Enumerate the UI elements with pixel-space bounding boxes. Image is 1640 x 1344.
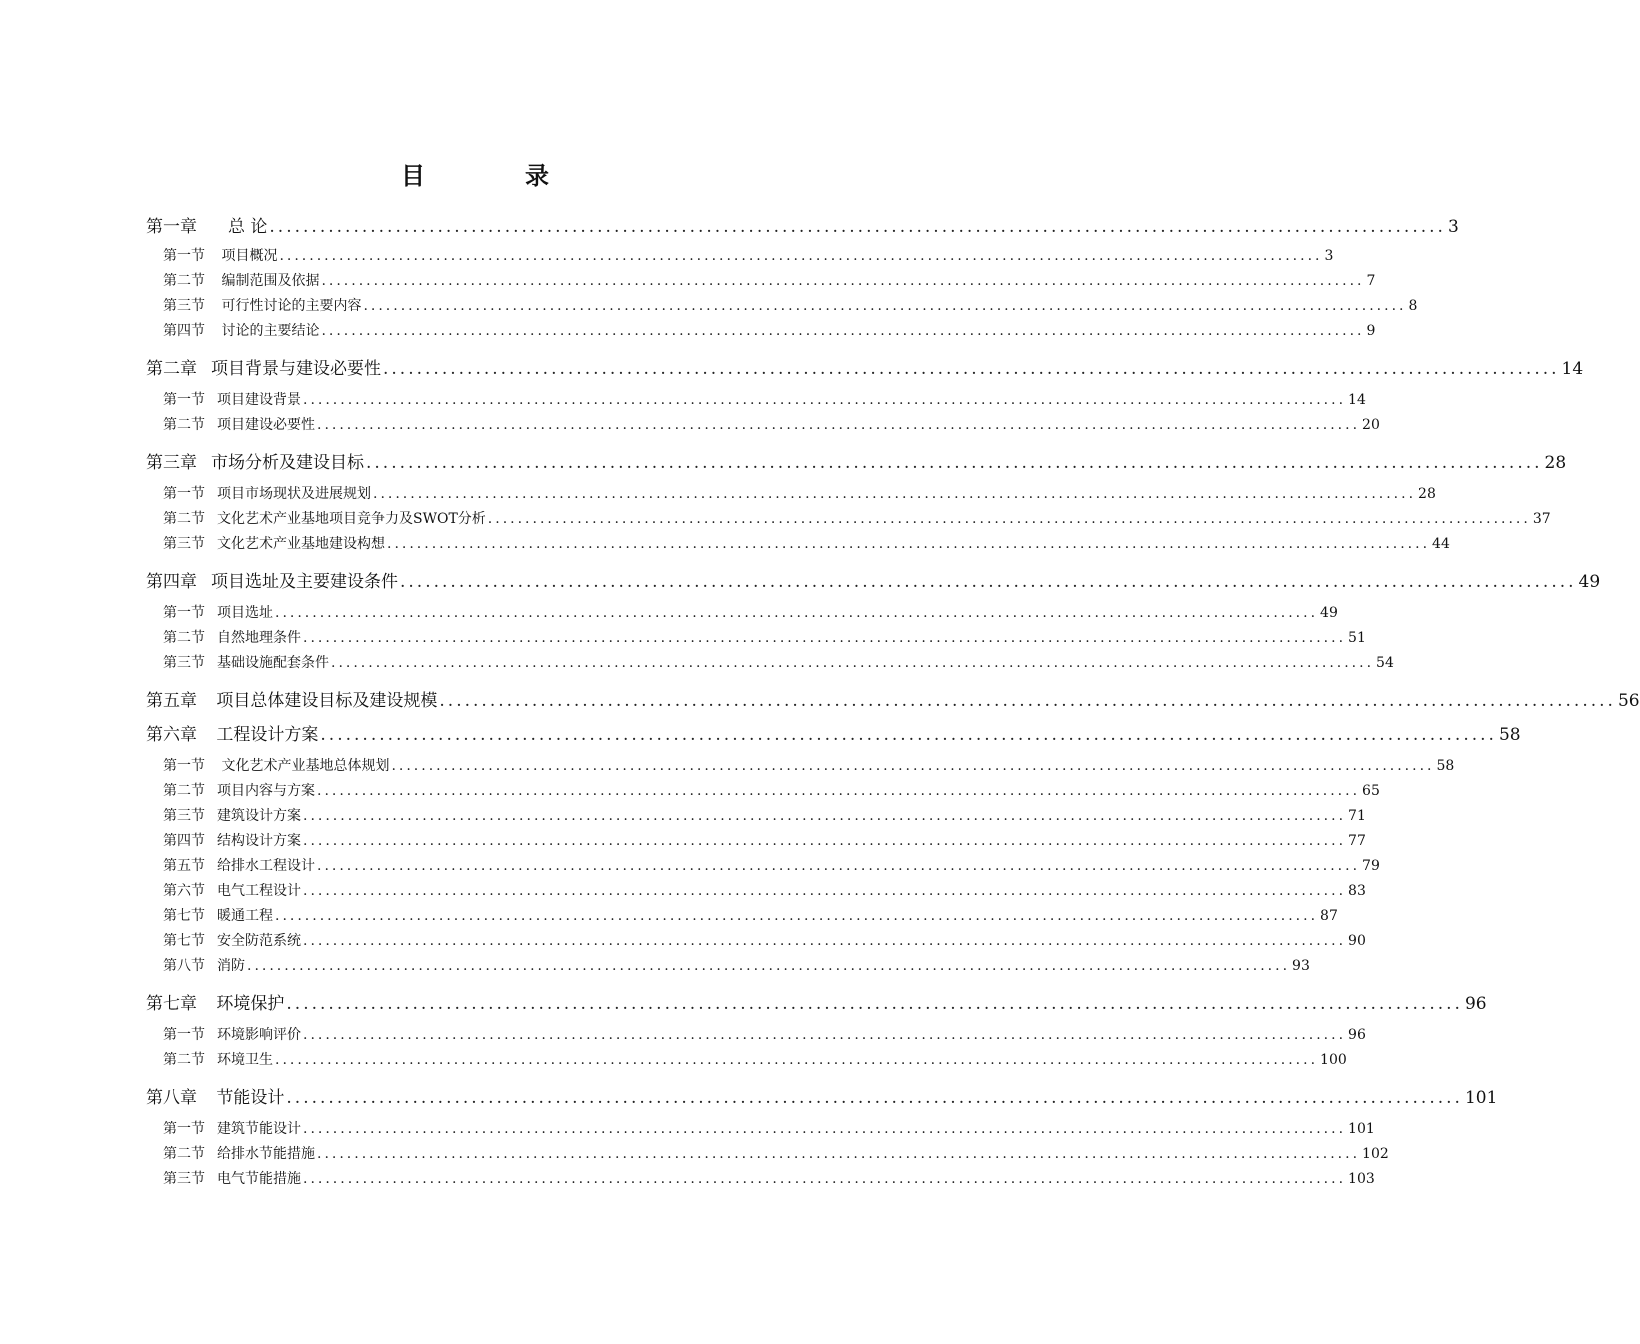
section-title: 文化艺术产业基地项目竞争力及SWOT分析 [217,511,486,527]
dot-leader: ............................................................................................................................................ [320,725,1497,745]
chapter-number: 第六章 [146,725,197,745]
chapter-title: 环境保护 [211,994,285,1014]
page-number: 90 [1348,933,1366,949]
section-number: 第六节 [163,883,205,899]
section-number: 第三节 [163,536,205,552]
dot-leader: ............................................................................................................................................ [317,783,1361,799]
page-number: 8 [1408,298,1418,314]
section-title: 文化艺术产业基地总体规划 [217,758,390,774]
toc-entry-label [163,1049,273,1069]
page-number: 28 [1418,486,1436,502]
section-title: 建筑节能设计 [217,1121,301,1137]
toc-entry-label [146,686,437,711]
section-number: 第二节 [163,511,205,527]
toc-entry-label [163,508,486,528]
chapter-number: 第三章 [146,453,197,473]
page-number: 102 [1362,1146,1389,1162]
toc-section-entry[interactable] [146,533,1450,553]
section-number: 第二节 [163,417,205,433]
page-number: 3 [1447,217,1459,237]
dot-leader: ............................................................................................................................................ [275,908,1319,924]
page-number: 14 [1348,392,1366,408]
dot-leader: ............................................................................................................................................ [303,1027,1347,1043]
toc-chapter-entry[interactable] [146,448,1567,473]
dot-leader: ............................................................................................................................................ [275,1052,1319,1068]
toc-entry-label [163,245,277,265]
chapter-title: 总 论 [211,217,268,237]
section-title: 项目建设背景 [217,392,301,408]
section-number: 第二节 [163,783,205,799]
section-title: 结构设计方案 [217,833,301,849]
section-title: 给排水节能措施 [217,1146,315,1162]
page-number: 37 [1532,511,1551,527]
dot-leader: ............................................................................................................................................ [391,758,1435,774]
toc-entry-label [163,805,301,825]
toc-entry-label [163,930,301,950]
toc-chapter-entry[interactable] [146,686,1640,711]
page-number: 51 [1348,630,1366,646]
page-number: 83 [1348,883,1366,899]
toc-section-entry[interactable] [146,483,1436,503]
toc-chapter-entry[interactable] [146,567,1601,592]
section-title: 项目选址 [217,605,273,621]
toc-entry-label [146,354,381,379]
dot-leader: ............................................................................................................................................ [321,323,1365,339]
section-title: 环境卫生 [217,1052,273,1068]
toc-entry-label [163,627,301,647]
section-title: 安全防范系统 [217,933,301,949]
page-number: 103 [1348,1171,1375,1187]
toc-entry-label [163,1143,315,1163]
section-title: 项目内容与方案 [217,783,315,799]
page-number: 49 [1578,572,1601,592]
section-number: 第三节 [163,298,205,314]
toc-section-entry[interactable] [146,389,1366,409]
dot-leader: ............................................................................................................................................ [303,392,1347,408]
section-number: 第一节 [163,392,205,408]
toc-entry-label [163,1024,301,1044]
dot-leader: ............................................................................................................................................ [317,417,1361,433]
toc-section-entry[interactable] [146,880,1366,900]
toc-section-entry[interactable] [146,1049,1347,1069]
toc-section-entry[interactable] [146,855,1380,875]
section-number: 第一节 [163,605,205,621]
section-title: 编制范围及依据 [217,273,320,289]
dot-leader: ............................................................................................................................................ [247,958,1291,974]
toc-section-entry[interactable] [146,414,1380,434]
toc-entry-label [163,295,361,315]
section-title: 可行性讨论的主要内容 [217,298,362,314]
dot-leader: ............................................................................................................................................ [373,486,1417,502]
page-number: 9 [1366,323,1376,339]
chapter-title: 节能设计 [211,1088,285,1108]
section-number: 第八节 [163,958,205,974]
section-number: 第一节 [163,486,205,502]
section-number: 第四节 [163,833,205,849]
dot-leader: ............................................................................................................................................ [487,511,1531,527]
toc-section-entry[interactable] [146,1143,1389,1163]
toc-entry-label [163,830,301,850]
chapter-number: 第一章 [146,217,197,237]
section-title: 环境影响评价 [217,1027,301,1043]
toc-entry-label [163,320,319,340]
section-number: 第四节 [163,323,205,339]
section-title: 给排水工程设计 [217,858,315,874]
toc-section-entry[interactable] [146,930,1366,950]
dot-leader: ............................................................................................................................................ [383,359,1560,379]
dot-leader: ............................................................................................................................................ [303,630,1347,646]
toc-section-entry[interactable] [146,755,1455,775]
chapter-title: 工程设计方案 [211,725,319,745]
section-number: 第二节 [163,630,205,646]
toc-entry-label [163,270,319,290]
section-title: 基础设施配套条件 [217,655,329,671]
page-number: 54 [1376,655,1394,671]
section-number: 第三节 [163,808,205,824]
dot-leader: ............................................................................................................................................ [286,1088,1463,1108]
section-title: 项目建设必要性 [217,417,315,433]
toc-section-entry[interactable] [146,245,1334,265]
dot-leader: ............................................................................................................................................ [317,858,1361,874]
dot-leader: ............................................................................................................................................ [303,1171,1347,1187]
section-title: 文化艺术产业基地建设构想 [217,536,385,552]
section-title: 建筑设计方案 [217,808,301,824]
toc-entry-label [163,602,273,622]
dot-leader: ............................................................................................................................................ [275,605,1319,621]
page-number: 77 [1348,833,1366,849]
toc-entry-label [146,989,284,1014]
section-title: 消防 [217,958,245,974]
page-number: 101 [1464,1088,1498,1108]
page-number: 58 [1436,758,1455,774]
page-number: 96 [1348,1027,1366,1043]
toc-entry-label [163,414,315,434]
chapter-number: 第四章 [146,572,197,592]
dot-leader: ............................................................................................................................................ [439,691,1616,711]
page-number: 3 [1324,248,1334,264]
toc-entry-label [163,955,245,975]
page-number: 65 [1362,783,1380,799]
section-title: 项目概况 [217,248,278,264]
toc-section-entry[interactable] [146,508,1551,528]
toc-entry-label [146,448,364,473]
dot-leader: ............................................................................................................................................ [286,994,1463,1014]
page-number: 87 [1320,908,1338,924]
dot-leader: ............................................................................................................................................ [363,298,1407,314]
toc-section-entry[interactable] [146,295,1418,315]
toc-entry-label [146,567,398,592]
chapter-number: 第八章 [146,1088,197,1108]
toc-section-entry[interactable] [146,602,1338,622]
toc-entry-label [146,1083,284,1108]
toc-section-entry[interactable] [146,905,1338,925]
toc-entry-label [146,720,318,745]
dot-leader: ............................................................................................................................................ [321,273,1365,289]
toc-section-entry[interactable] [146,1118,1375,1138]
page-number: 56 [1617,691,1640,711]
section-title: 电气工程设计 [217,883,301,899]
page-number: 20 [1362,417,1380,433]
dot-leader: ............................................................................................................................................ [387,536,1431,552]
page-number: 96 [1464,994,1487,1014]
page-number: 100 [1320,1052,1347,1068]
toc-chapter-entry[interactable] [146,1083,1498,1108]
toc-entry-label [146,212,267,237]
toc-section-entry[interactable] [146,1168,1375,1188]
section-number: 第一节 [163,758,205,774]
chapter-title: 市场分析及建设目标 [211,453,364,473]
page-number: 93 [1292,958,1310,974]
section-number: 第五节 [163,858,205,874]
chapter-number: 第七章 [146,994,197,1014]
dot-leader: ............................................................................................................................................ [303,933,1347,949]
page-title: 目 录 [401,161,587,190]
chapter-number: 第二章 [146,359,197,379]
chapter-title: 项目选址及主要建设条件 [211,572,398,592]
toc-section-entry[interactable] [146,1024,1366,1044]
dot-leader: ............................................................................................................................................ [303,1121,1347,1137]
toc-entry-label [163,1118,301,1138]
page-number: 71 [1348,808,1366,824]
dot-leader: ............................................................................................................................................ [303,833,1347,849]
page-number: 58 [1498,725,1521,745]
section-title: 电气节能措施 [217,1171,301,1187]
toc-entry-label [163,880,301,900]
page-number: 79 [1362,858,1380,874]
toc-section-entry[interactable] [146,955,1310,975]
toc-section-entry[interactable] [146,652,1394,672]
toc-entry-label [163,483,371,503]
dot-leader: ............................................................................................................................................ [317,1146,1361,1162]
toc-section-entry[interactable] [146,627,1366,647]
section-title: 项目市场现状及进展规划 [217,486,371,502]
chapter-title: 项目背景与建设必要性 [211,359,381,379]
page-number: 7 [1366,273,1376,289]
toc-section-entry[interactable] [146,270,1376,290]
dot-leader: ............................................................................................................................................ [331,655,1375,671]
section-number: 第七节 [163,933,205,949]
section-number: 第七节 [163,908,205,924]
section-title: 讨论的主要结论 [217,323,320,339]
section-number: 第三节 [163,1171,205,1187]
toc-section-entry[interactable] [146,780,1380,800]
page-number: 44 [1432,536,1450,552]
section-number: 第一节 [163,248,205,264]
dot-leader: ............................................................................................................................................ [400,572,1577,592]
dot-leader: ............................................................................................................................................ [303,808,1347,824]
toc-entry-label [163,533,385,553]
section-title: 暖通工程 [217,908,273,924]
toc-entry-label [163,652,329,672]
section-number: 第一节 [163,1121,205,1137]
toc-entry-label [163,855,315,875]
toc-entry-label [163,1168,301,1188]
toc-section-entry[interactable] [146,320,1376,340]
section-number: 第二节 [163,273,205,289]
toc-section-entry[interactable] [146,805,1366,825]
toc-chapter-entry[interactable] [146,989,1487,1014]
dot-leader: ............................................................................................................................................ [366,453,1543,473]
chapter-number: 第五章 [146,691,197,711]
chapter-title: 项目总体建设目标及建设规模 [211,691,438,711]
dot-leader: ............................................................................................................................................ [269,217,1446,237]
toc-chapter-entry[interactable] [146,212,1459,237]
toc-entry-label [163,755,389,775]
section-number: 第二节 [163,1052,205,1068]
section-title: 自然地理条件 [217,630,301,646]
section-number: 第一节 [163,1027,205,1043]
toc-section-entry[interactable] [146,830,1366,850]
toc-entry-label [163,780,315,800]
dot-leader: ............................................................................................................................................ [279,248,1323,264]
section-number: 第三节 [163,655,205,671]
page-number: 14 [1561,359,1584,379]
page-number: 49 [1320,605,1338,621]
toc-chapter-entry[interactable] [146,720,1521,745]
section-number: 第二节 [163,1146,205,1162]
toc-entry-label [163,389,301,409]
toc-chapter-entry[interactable] [146,354,1584,379]
dot-leader: ............................................................................................................................................ [303,883,1347,899]
page-number: 28 [1544,453,1567,473]
page-number: 101 [1348,1121,1375,1137]
toc-entry-label [163,905,273,925]
